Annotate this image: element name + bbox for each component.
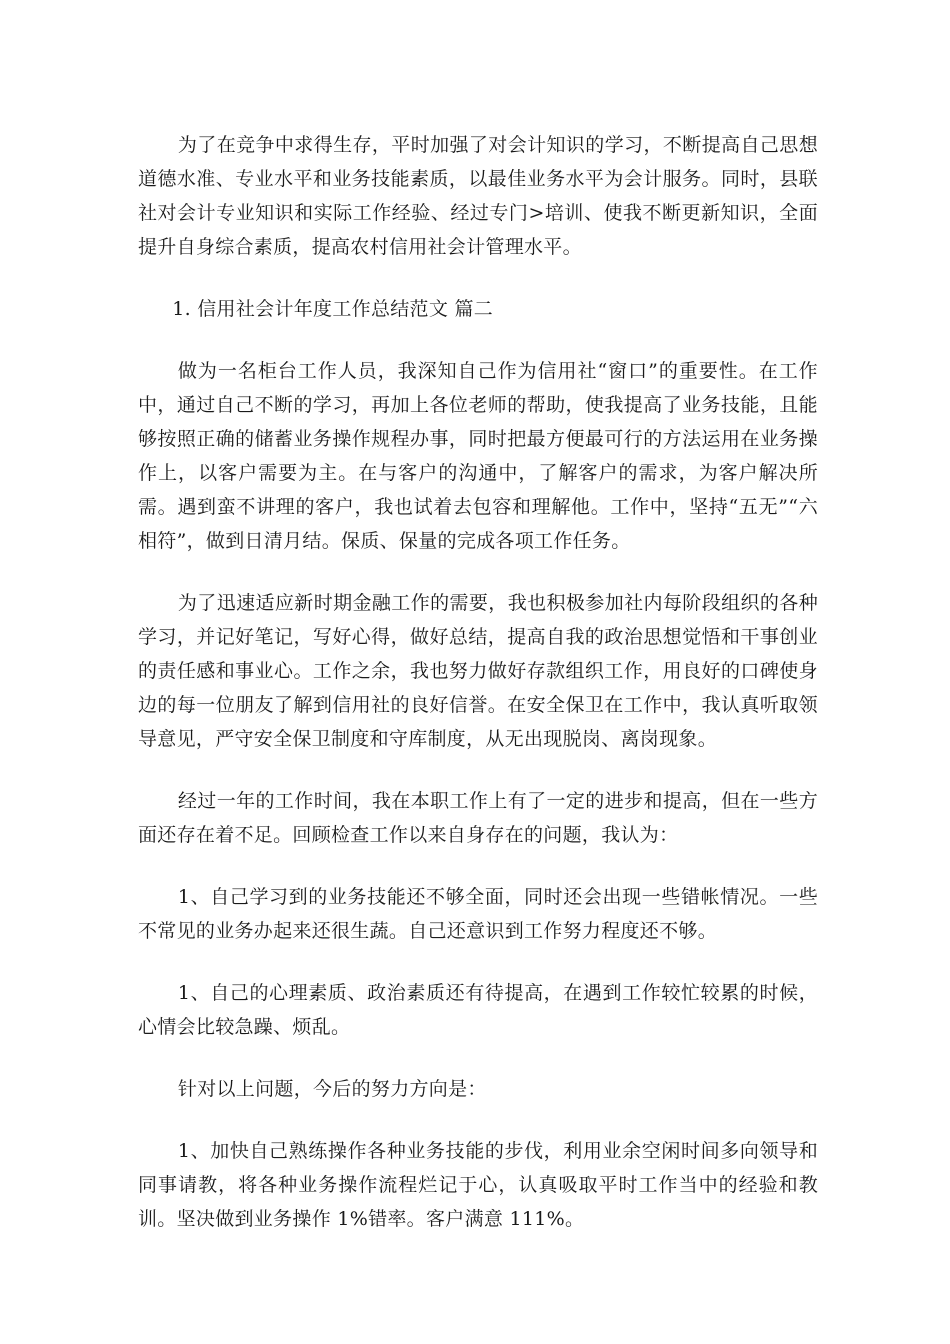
paragraph-problem-1: 1、自己学习到的业务技能还不够全面，同时还会出现一些错帐情况。一些不常见的业务办起来还很生蔬。自己还意识到工作努力程度还不够。 — [138, 886, 818, 942]
document-body — [138, 128, 818, 1264]
paragraph-study: 为了迅速适应新时期金融工作的需要，我也积极参加社内每阶段组织的各种学习，并记好笔记，写好心得，做好总结，提高自我的政治思想觉悟和干事创业的责任感和事业心。工作之余，我也努力做好存款组织工作，用良好的口碑使身边的每一位朋友了解到信用社的良好信誉。在安全保卫在工作中，我认真听取领导意见，严守安全保卫制度和守库制度，从无出现脱岗、离岗现象。 — [138, 592, 818, 750]
paragraph-intro: 为了在竞争中求得生存，平时加强了对会计知识的学习，不断提高自己思想道德水准、专业水平和业务技能素质，以最佳业务水平为会计服务。同时，县联社对会计专业知识和实际工作经验、经过专门>培训、使我不断更新知识，全面提升自身综合素质，提高农村信用社会计管理水平。 — [138, 134, 818, 258]
paragraph-problem-2: 1、自己的心理素质、政治素质还有待提高，在遇到工作较忙较累的时候，心情会比较急躁、烦乱。 — [138, 982, 818, 1038]
paragraph-direction: 针对以上问题，今后的努力方向是： — [177, 1078, 487, 1100]
paragraph-review: 经过一年的工作时间，我在本职工作上有了一定的进步和提高，但在一些方面还存在着不足。回顾检查工作以来自身存在的问题，我认为： — [138, 790, 818, 846]
paragraph-plan-1: 1、加快自己熟练操作各种业务技能的步伐，利用业余空闲时间多向领导和同事请教，将各种业务操作流程烂记于心，认真吸取平时工作当中的经验和教训。坚决做到业务操作 1%错率。客户满意 111%。 — [138, 1140, 818, 1230]
paragraph-counter-work: 做为一名柜台工作人员，我深知自己作为信用社“窗口”的重要性。在工作中，通过自己不断的学习，再加上各位老师的帮助，使我提高了业务技能，且能够按照正确的储蓄业务操作规程办事，同时把最方便最可行的方法运用在业务操作上，以客户需要为主。在与客户的沟通中，了解客户的需求，为客户解决所需。遇到蛮不讲理的客户，我也试着去包容和理解他。工作中，坚持“五无”“六相符”，做到日清月结。保质、保量的完成各项工作任务。 — [138, 360, 818, 552]
section-heading: 1. 信用社会计年度工作总结范文 篇二 — [172, 298, 494, 320]
